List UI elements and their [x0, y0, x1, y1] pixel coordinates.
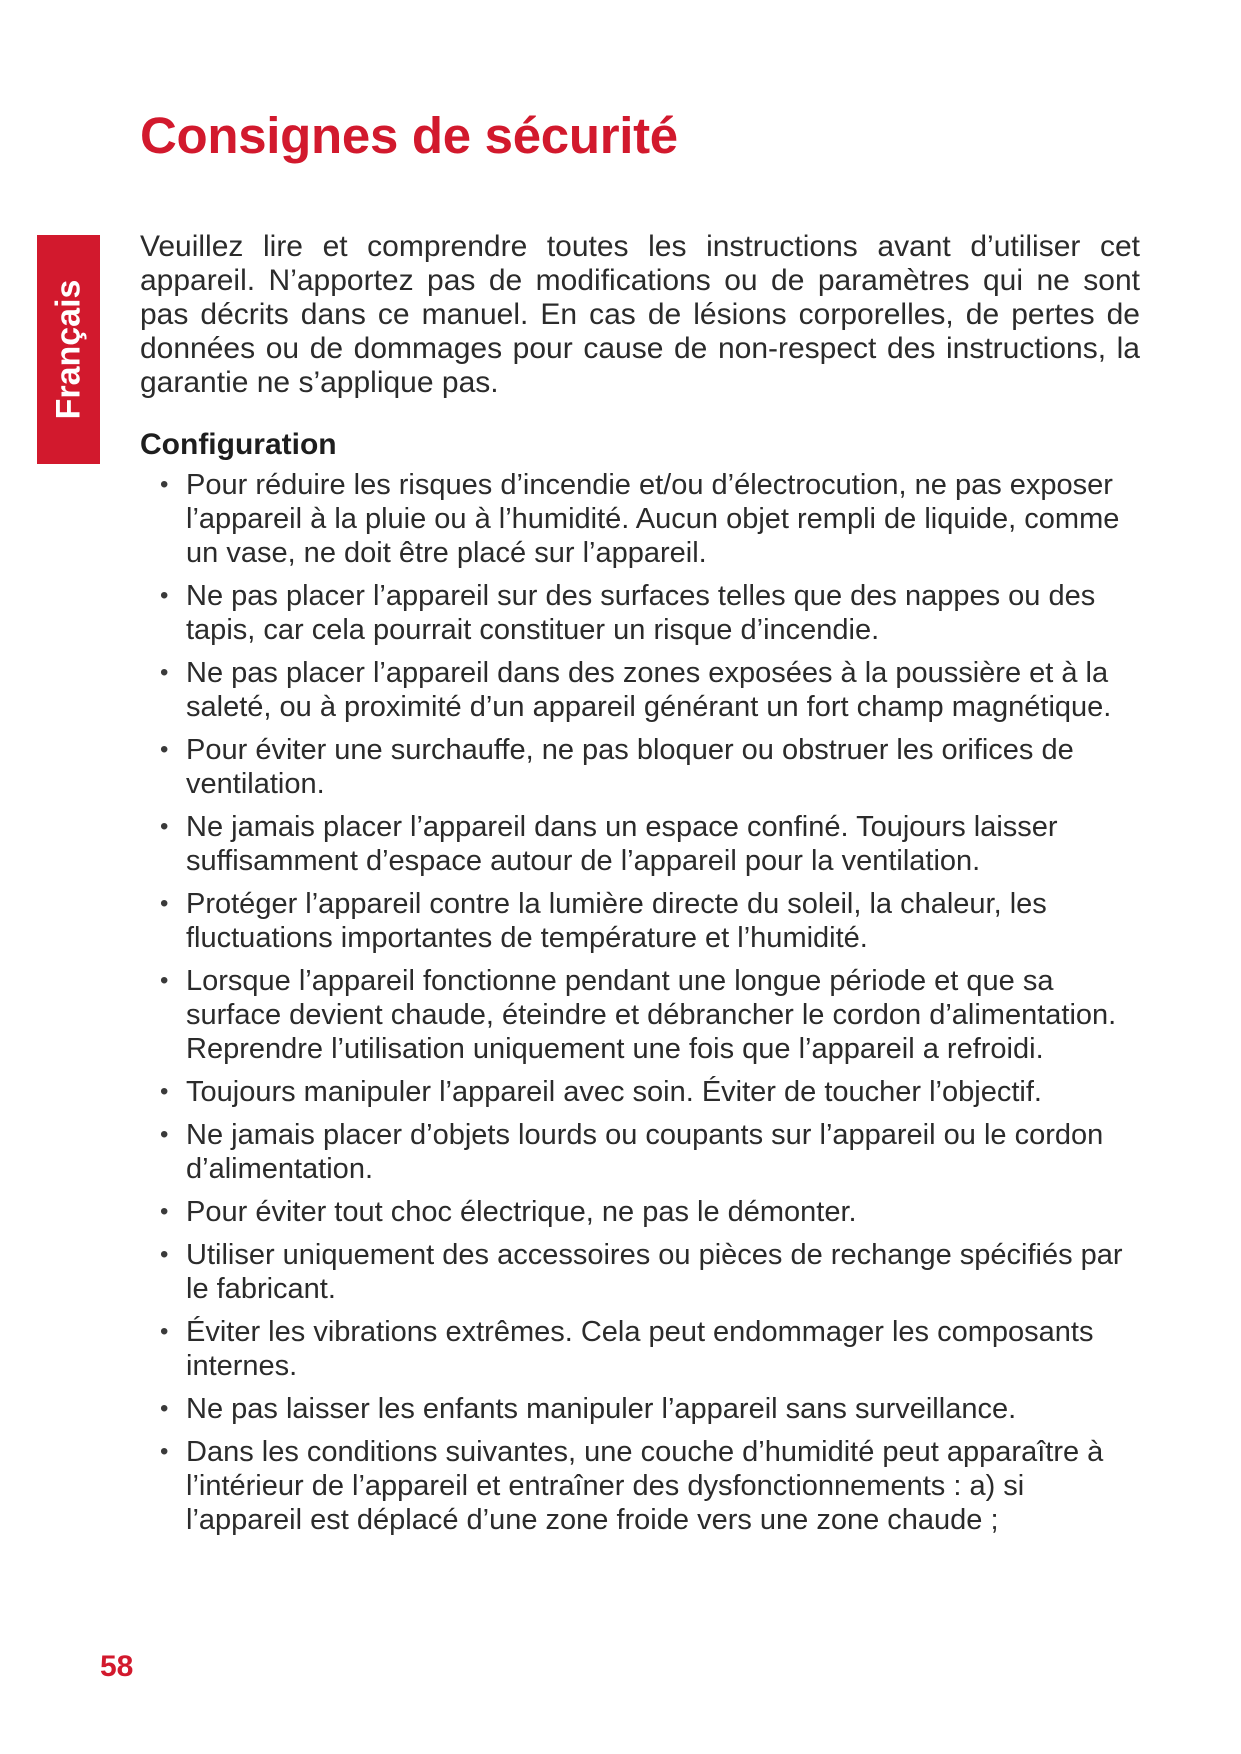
list-item: • Ne pas placer l’appareil dans des zones exposées à la poussière et à la saleté, ou à proximité d’un appareil générant un fort champ magnétique. [140, 656, 1140, 724]
list-item: • Éviter les vibrations extrêmes. Cela peut endommager les composants internes. [140, 1315, 1140, 1383]
list-item: • Ne jamais placer d’objets lourds ou coupants sur l’appareil ou le cordon d’alimentation. [140, 1118, 1140, 1186]
list-item: • Utiliser uniquement des accessoires ou pièces de rechange spécifiés par le fabricant. [140, 1238, 1140, 1306]
section-heading: Configuration [140, 428, 337, 461]
list-item: • Pour réduire les risques d’incendie et/ou d’électrocution, ne pas exposer l’appareil à la pluie ou à l’humidité. Aucun objet rempli de liquide, comme un vase, ne doit être placé sur l’appareil. [140, 468, 1140, 570]
safety-list [140, 468, 1140, 1537]
list-item: • Ne pas placer l’appareil sur des surfaces telles que des nappes ou des tapis, car cela pourrait constituer un risque d’incendie. [140, 579, 1140, 647]
list-item: • Protéger l’appareil contre la lumière directe du soleil, la chaleur, les fluctuations importantes de température et l’humidité. [140, 887, 1140, 955]
page-number: 58 [100, 1650, 134, 1683]
list-item: • Ne pas laisser les enfants manipuler l’appareil sans surveillance. [140, 1392, 1140, 1426]
list-item: • Pour éviter une surchauffe, ne pas bloquer ou obstruer les orifices de ventilation. [140, 733, 1140, 801]
list-item: • Toujours manipuler l’appareil avec soin. Éviter de toucher l’objectif. [140, 1075, 1140, 1109]
list-item: • Ne jamais placer l’appareil dans un espace confiné. Toujours laisser suffisamment d’espace autour de l’appareil pour la ventilation. [140, 810, 1140, 878]
page-title: Consignes de sécurité [140, 107, 678, 164]
language-tab [37, 235, 100, 464]
list-item: • Pour éviter tout choc électrique, ne pas le démonter. [140, 1195, 1140, 1229]
main-content [140, 230, 1140, 1546]
intro-paragraph: Veuillez lire et comprendre toutes les instructions avant d’utiliser cet appareil. N’apportez pas de modifications ou de paramètres qui ne sont pas décrits dans ce manuel. En cas de lésions corporelles, de pertes de données ou de dommages pour cause de non-respect des instructions, la garantie ne s’applique pas. [140, 230, 1140, 399]
language-tab-label: Français [49, 279, 88, 420]
list-item: • Dans les conditions suivantes, une couche d’humidité peut apparaître à l’intérieur de l’appareil et entraîner des dysfonctionnements : a) si l’appareil est déplacé d’une zone froide vers une zone chaude ; [140, 1435, 1140, 1537]
list-item: • Lorsque l’appareil fonctionne pendant une longue période et que sa surface devient chaude, éteindre et débrancher le cordon d’alimentation. Reprendre l’utilisation uniquement une fois que l’appareil a refroidi. [140, 964, 1140, 1066]
